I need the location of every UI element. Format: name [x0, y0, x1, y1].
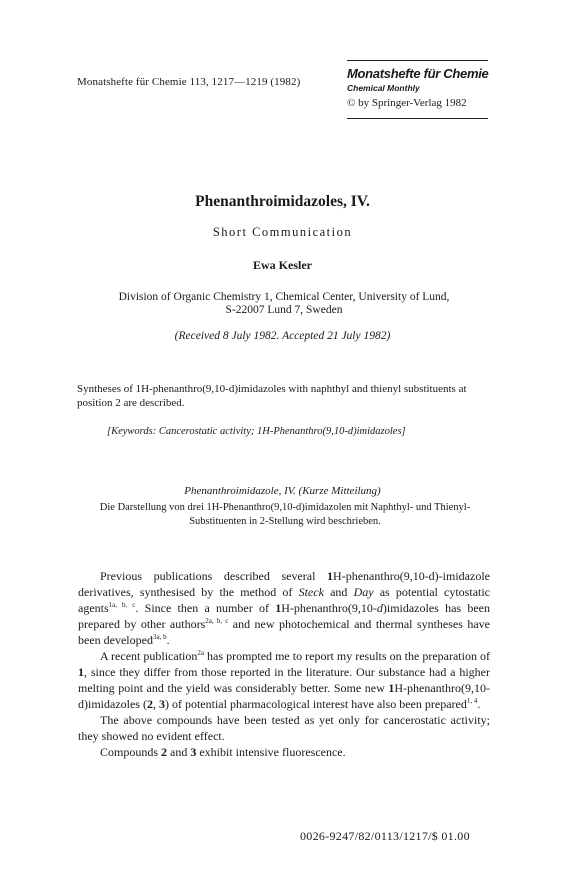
text-run: . Since then a number of — [135, 601, 276, 615]
affiliation — [78, 291, 490, 317]
affiliation-line2: S-22007 Lund 7, Sweden — [225, 304, 343, 316]
paragraph-2 — [78, 648, 490, 712]
compound-number: 1 — [327, 569, 334, 583]
text-run: , since they differ from those reported in the literature. Our substance had a higher melting point and the yield was considerably better. Some new — [78, 665, 490, 695]
article-subtitle: Short Communication — [212, 225, 353, 239]
text-run: H-phenanthro(9,10-d)-imidazole derivatives, synthesised by the method of — [78, 569, 490, 599]
reference-superscript: 1, 4 — [466, 697, 478, 705]
reference-superscript: 2a — [197, 649, 204, 657]
text-run: H-phenanthro(9,10-d)imidazoles ( — [78, 681, 490, 711]
compound-number: 1 — [388, 681, 395, 695]
citation-line: Monatshefte für Chemie 113, 1217—1219 (1982) — [77, 76, 301, 88]
compound-number: 1 — [275, 601, 282, 615]
reference-superscript: 2a, b, c — [205, 617, 229, 625]
text-run: )imidazoles has been prepared by other authors — [78, 601, 490, 631]
compound-number: 3 — [158, 697, 165, 711]
compound-number: 2 — [161, 745, 168, 759]
copyright: © by Springer-Verlag 1982 — [347, 97, 467, 109]
german-title: Phenanthroimidazole, IV. (Kurze Mitteilung) — [184, 485, 381, 497]
paragraph-1 — [78, 568, 490, 648]
journal-name: Monatshefte für Chemie — [347, 66, 489, 81]
text-run: . — [477, 697, 481, 711]
text-run: and new photochemical and thermal syntheses have been developed — [78, 617, 490, 647]
compound-number: 1 — [78, 665, 84, 679]
author-ref-steck: Steck — [298, 585, 324, 599]
paragraph-3: The above compounds have been tested as yet only for cancerostatic activity; they showed no evident effect. — [78, 713, 490, 743]
journal-block — [347, 66, 492, 109]
text-run: H-phenanthro(9,10- — [281, 601, 377, 615]
text-run: . — [166, 633, 170, 647]
text-run: ) of potential pharmacological interest have also been prepared — [164, 697, 467, 711]
abstract-text: Syntheses of 1H-phenanthro(9,10-d)imidazoles with naphthyl and thienyl substituents at position 2 are described. — [77, 383, 467, 409]
author-name: Ewa Kesler — [253, 258, 312, 272]
compound-number: 3 — [190, 745, 197, 759]
text-run: A recent publication — [100, 649, 198, 663]
text-run: exhibit intensive fluorescence. — [196, 745, 346, 759]
text-run: and — [167, 745, 191, 759]
text-run: , — [152, 697, 159, 711]
compound-number: 2 — [146, 697, 153, 711]
paragraph-4 — [78, 744, 490, 760]
keywords: [Keywords: Cancerostatic activity; 1H-Phenanthro(9,10-d)imidazoles] — [107, 426, 406, 437]
text-run: and — [323, 585, 354, 599]
text-run: Compounds — [100, 745, 162, 759]
author-ref-day: Day — [353, 585, 374, 599]
reference-superscript: 3a, b — [152, 633, 167, 641]
main-body — [78, 568, 490, 760]
received-dates: (Received 8 July 1982. Accepted 21 July 1982) — [174, 330, 391, 342]
journal-subtitle: Chemical Monthly — [347, 83, 420, 93]
german-summary: Die Darstellung von drei 1H-Phenanthro(9,10-d)imidazolen mit Naphthyl- und Thienyl-Substituenten in 2-Stellung wird beschrieben. — [99, 502, 471, 527]
text-run: as potential cytostatic agents — [78, 585, 491, 615]
reference-superscript: 1a, b, c — [108, 601, 136, 609]
header-rule-top — [347, 60, 488, 61]
affiliation-line1: Division of Organic Chemistry 1, Chemical Center, University of Lund, — [118, 291, 450, 303]
article-title: Phenanthroimidazoles, IV. — [195, 193, 370, 210]
text-run: has prompted me to report my results on the preparation of — [204, 649, 491, 663]
text-run: d — [376, 601, 383, 615]
header-rule-bottom — [347, 118, 488, 119]
text-run: Previous publications described several — [100, 569, 328, 583]
issn-code: 0026-9247/82/0113/1217/$ 01.00 — [300, 829, 470, 843]
